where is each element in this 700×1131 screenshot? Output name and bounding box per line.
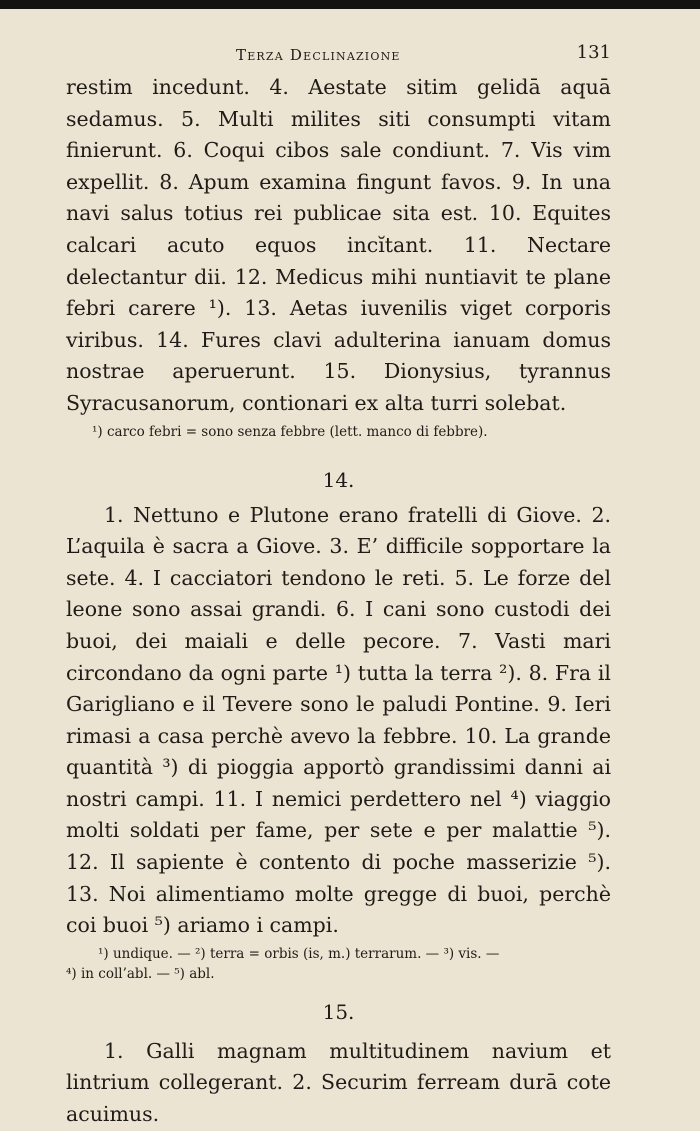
exercise-15-text: 1. Galli magnam multitudinem navium et lintrium collegerant. 2. Securim ferream durā cote acuimus. bbox=[66, 1038, 611, 1127]
page-number: 131 bbox=[576, 42, 611, 63]
exercise-14-footnote-line1: ¹) undique. — ²) terra = orbis (is, m.) terrarum. — ³) vis. — bbox=[98, 945, 500, 962]
exercise-13-text: restim incedunt. 4. Aestate sitim gelidā aquā sedamus. 5. Multi milites siti consumpti vitam finierunt. 6. Coqui cibos sale condiunt. 7. Vis vim expellit. 8. Apum examina fingunt favos. 9. In una navi salus totius rei publicae sita est. 10. Equites calcari acuto equos incĭtant. 11. Nectare delectantur dii. 12. Medicus mihi nuntiavit te plane febri carere ¹). 13. Aetas iuvenilis viget corporis viribus. 14. Fures clavi adulterina ianuam domus nostrae aperuerunt. 15. Dionysius, tyrannus Syracusanorum, contionari ex alta turri solebat. bbox=[66, 75, 611, 415]
running-title: Terza Declinazione bbox=[236, 46, 401, 64]
page-top-edge bbox=[0, 0, 700, 9]
exercise-13-footnote: ¹) carco febri = sono senza febbre (lett. manco di febbre). bbox=[92, 423, 488, 440]
exercise-14-text: 1. Nettuno e Plutone erano fratelli di Giove. 2. L’aquila è sacra a Giove. 3. E’ difficile sopportare la sete. 4. I cacciatori tendono le reti. 5. Le forze del leone sono assai grandi. 6. I cani sono custodi dei buoi, dei maiali e delle pecore. 7. Vasti mari circondano da ogni parte ¹) tutta la terra ²). 8. Fra il Garigliano e il Tevere sono le paludi Pontine. 9. Ieri rimasi a casa perchè avevo la febbre. 10. La grande quantità ³) di pioggia apportò grandissimi danni ai nostri campi. 11. I nemici perdettero nel ⁴) viaggio molti soldati per fame, per sete e per malattie ⁵). 12. Il sapiente è contento di poche masserizie ⁵). 13. Noi alimentiamo molte gregge di buoi, perchè coi buoi ⁵) ariamo i campi. bbox=[66, 502, 611, 938]
exercise-14-number: 14. bbox=[322, 467, 355, 492]
exercise-15-number: 15. bbox=[322, 999, 355, 1024]
book-page bbox=[66, 40, 611, 1131]
exercise-14-footnote-line2: ⁴) in coll’abl. — ⁵) abl. bbox=[66, 965, 215, 982]
page-header bbox=[66, 40, 611, 72]
